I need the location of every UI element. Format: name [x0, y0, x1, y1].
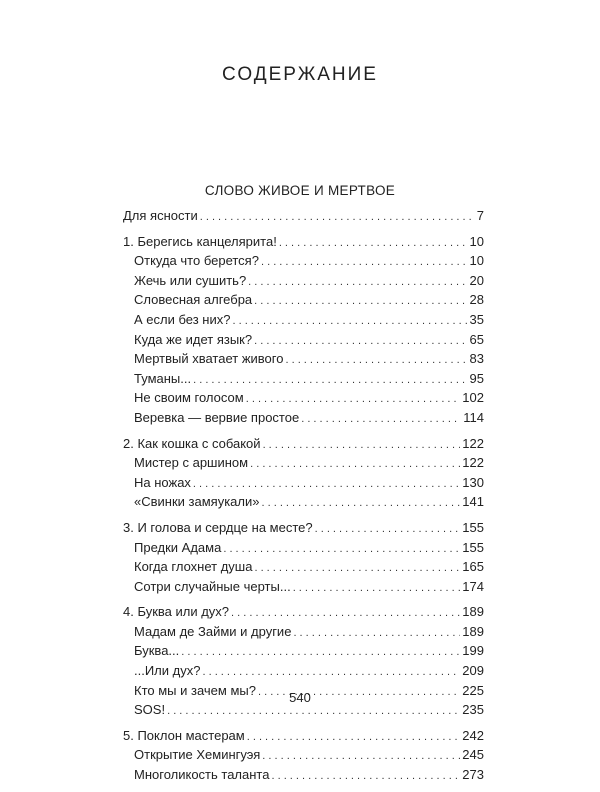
toc-entry-title: «Свинки замяукали» — [134, 494, 260, 510]
toc-entry-page: 102 — [462, 390, 484, 406]
toc-entry-page: 242 — [462, 727, 484, 743]
dot-leader — [181, 644, 460, 662]
toc-entry-title: Откуда что берется? — [134, 253, 259, 269]
dot-leader — [231, 605, 460, 623]
toc-entry-title: 2. Как кошка с собакой — [123, 435, 261, 451]
toc-entry-page: 273 — [462, 767, 484, 783]
dot-leader — [293, 625, 460, 643]
dot-leader — [279, 235, 468, 253]
page-title: СОДЕРЖАНИЕ — [222, 64, 378, 85]
toc-subentry — [123, 493, 484, 513]
dot-leader — [301, 411, 461, 429]
toc-entry-page: 10 — [469, 253, 484, 269]
toc-entry-page: 165 — [462, 559, 484, 575]
toc-entry-page: 114 — [463, 409, 484, 425]
toc-entry-title: 1. Берегись канцелярита! — [123, 233, 277, 249]
toc-entry-title: На ножах — [134, 474, 191, 490]
toc-entry-page: 35 — [469, 311, 484, 327]
toc-entry-title: Для ясности — [123, 208, 198, 223]
toc-entry-title: Буква... — [134, 643, 180, 659]
toc-entry-page: 199 — [462, 643, 484, 659]
toc-entry-page: 28 — [469, 292, 484, 308]
dot-leader — [193, 372, 467, 390]
dot-leader — [262, 748, 460, 766]
dot-leader — [202, 664, 460, 682]
toc-entry-title: Не своим голосом — [134, 390, 244, 406]
toc-entry-title: Туманы... — [134, 370, 192, 386]
toc-entry-title: Открытие Хемингуэя — [134, 747, 261, 763]
toc-entry-page: 189 — [462, 604, 484, 620]
toc-entry-page: 155 — [462, 539, 484, 555]
toc-entry-title: А если без них? — [134, 311, 231, 327]
toc-subentry — [123, 272, 484, 292]
toc-subentry — [123, 558, 484, 578]
toc-entry — [123, 233, 484, 253]
toc-entry-page: 209 — [462, 663, 484, 679]
toc-entry-title: Жечь или сушить? — [134, 272, 247, 288]
toc-entry-title: Мадам де Займи и другие — [134, 623, 292, 639]
toc-entry — [123, 519, 484, 539]
dot-leader — [167, 703, 460, 721]
dot-leader — [254, 560, 460, 578]
toc-subentry — [123, 642, 484, 662]
dot-leader — [247, 729, 461, 747]
toc-entry-title: ...Или дух? — [134, 663, 201, 679]
toc-group — [123, 727, 484, 786]
toc-entry-page: 20 — [469, 272, 484, 288]
dot-leader — [263, 437, 461, 455]
dot-leader — [271, 768, 460, 786]
toc-entry-page: 130 — [462, 474, 484, 490]
toc-subentry — [123, 370, 484, 390]
toc-entry-page: 95 — [469, 370, 484, 386]
toc-entry-page: 155 — [462, 519, 484, 535]
toc-subentry — [123, 311, 484, 331]
toc-entry — [123, 435, 484, 455]
toc-entry-page: 174 — [462, 578, 484, 594]
page-number: 540 — [289, 690, 311, 705]
toc-entry-title: Предки Адама — [134, 539, 222, 555]
toc-subentry — [123, 766, 484, 786]
toc-entry-page: 245 — [462, 747, 484, 763]
toc-group — [123, 207, 484, 227]
dot-leader — [315, 521, 461, 539]
toc-group — [123, 519, 484, 597]
toc-entry-title: Мистер с аршином — [134, 455, 249, 471]
toc-entry — [123, 603, 484, 623]
toc-group — [123, 435, 484, 513]
toc-subentry — [123, 252, 484, 272]
dot-leader — [223, 541, 460, 559]
toc-subentry — [123, 539, 484, 559]
toc-subentry — [123, 291, 484, 311]
dot-leader — [261, 254, 468, 272]
toc-subentry — [123, 578, 484, 598]
dot-leader — [232, 313, 467, 331]
toc-entry-page: 141 — [462, 494, 484, 510]
dot-leader — [261, 495, 460, 513]
toc-subentry — [123, 454, 484, 474]
toc-entry-page: 7 — [476, 208, 484, 223]
dot-leader — [193, 476, 460, 494]
toc-subentry — [123, 409, 484, 429]
toc-subentry — [123, 331, 484, 351]
toc-subentry — [123, 662, 484, 682]
toc-entry-title: 5. Поклон мастерам — [123, 727, 245, 743]
toc-entry-title: Когда глохнет душа — [134, 559, 253, 575]
dot-leader — [200, 209, 475, 227]
toc-entry-title: Веревка — вервие простое — [134, 409, 300, 425]
section-title: СЛОВО ЖИВОЕ И МЕРТВОЕ — [204, 183, 396, 198]
toc-entry-title: SOS! — [134, 702, 166, 718]
dot-leader — [254, 333, 467, 351]
toc-entry-page: 10 — [469, 233, 484, 249]
toc-entry-title: 4. Буква или дух? — [123, 604, 230, 620]
toc-entry-title: Сотри случайные черты... — [134, 578, 291, 594]
dot-leader — [293, 580, 461, 598]
toc-entry-title: Многоликость таланта — [134, 767, 270, 783]
toc-entry-title: 3. И голова и сердце на месте? — [123, 519, 313, 535]
toc-entry-page: 225 — [462, 682, 484, 698]
toc-subentry — [123, 474, 484, 494]
toc-entry-page: 235 — [462, 702, 484, 718]
toc-entry — [123, 727, 484, 747]
toc-entry-title: Кто мы и зачем мы? — [134, 682, 256, 698]
toc-entry-title: Мертвый хватает живого — [134, 351, 284, 367]
toc-subentry — [123, 623, 484, 643]
toc-entry-page: 189 — [462, 623, 484, 639]
dot-leader — [285, 352, 467, 370]
toc-entry-page: 83 — [469, 351, 484, 367]
toc-subentry — [123, 389, 484, 409]
toc-entry — [123, 207, 484, 227]
toc-subentry — [123, 350, 484, 370]
toc-entry-page: 65 — [469, 331, 484, 347]
dot-leader — [250, 456, 460, 474]
toc-entry-page: 122 — [462, 455, 484, 471]
dot-leader — [246, 391, 461, 409]
toc-entry-title: Словесная алгебра — [134, 292, 253, 308]
dot-leader — [248, 274, 467, 292]
toc-entry-page: 122 — [462, 435, 484, 451]
toc-group — [123, 233, 484, 429]
toc-entry-title: Куда же идет язык? — [134, 331, 253, 347]
dot-leader — [254, 293, 467, 311]
toc-subentry — [123, 746, 484, 766]
